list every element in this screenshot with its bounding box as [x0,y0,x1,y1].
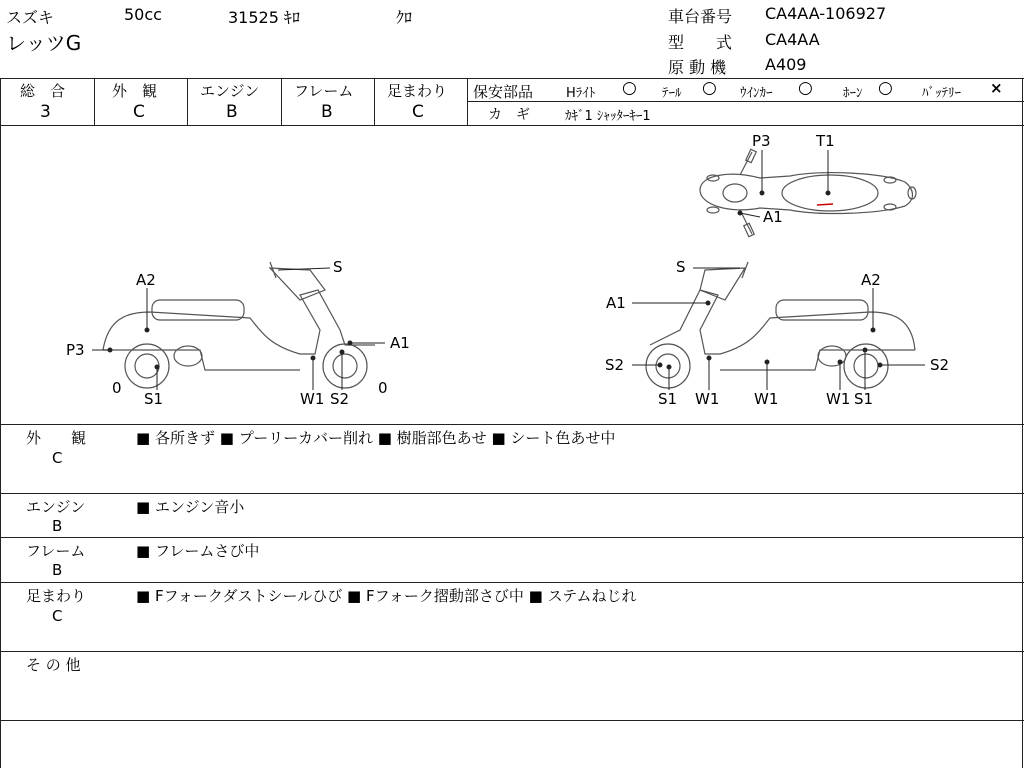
grade-overall-value: 3 [40,102,51,122]
right-s1a-label: S1 [658,390,678,408]
remarks-frame-grade: B [52,561,63,579]
maker: スズキ [6,8,55,27]
left-s2-label: S2 [330,390,350,408]
note: フレームさび中 [154,542,260,560]
frame-no: CA4AA-106927 [765,4,887,23]
note: Fフォークダストシールひび [154,587,343,605]
right-w1a-label: W1 [695,390,720,408]
mileage: 31525 ｷﾛ [228,8,300,27]
left-w1-label: W1 [300,390,325,408]
displacement: 50cc [124,5,162,24]
remarks-other-label: そ の 他 [26,656,81,674]
scratch-mark [817,204,833,205]
key-label: カ ギ [488,107,530,123]
key-value: ｶｷﾞ1 ｼｬｯﾀｰｷｰ1 [565,109,651,124]
remarks-suspension-grade: C [52,607,63,625]
remarks-engine-grade: B [52,517,63,535]
headlight-mark: ○ [622,78,637,98]
left-a1-label: A1 [390,334,410,352]
note: プーリーカバー削れ [238,429,373,447]
right-s1b-label: S1 [854,390,874,408]
remarks-exterior-label: 外 観 [26,429,87,447]
grade-suspension-value: C [412,102,424,122]
grade-suspension-label: 足まわり [387,82,448,100]
left-s-label: S [333,258,343,276]
note: シート色あせ中 [510,429,616,447]
tail-label: ﾃｰﾙ [662,86,682,101]
remarks-engine-label: エンジン [26,498,86,516]
right-w1b-label: W1 [754,390,779,408]
note: エンジン音小 [154,498,245,516]
winker-mark: ○ [798,78,813,98]
right-s2a-label: S2 [605,356,625,374]
left-s1-label: S1 [144,390,164,408]
remarks-engine-notes: ■ エンジン音小 [136,498,245,516]
left-zero-b-label: 0 [378,379,388,397]
frame-no-label: 車台番号 [668,7,733,26]
type-label: 型 式 [668,33,733,52]
top-t1-label: T1 [816,132,835,150]
safety-label: 保安部品 [473,83,534,101]
horn-mark: ○ [878,78,893,98]
grade-frame-value: B [321,102,333,122]
color: ｸﾛ [396,8,413,27]
engine-value: A409 [765,55,807,74]
right-w1c-label: W1 [826,390,851,408]
grade-frame-label: フレーム [294,82,354,100]
right-a2-label: A2 [861,271,881,289]
note: Fフォーク摺動部さび中 [365,587,524,605]
remarks-frame-notes: ■ フレームさび中 [136,542,260,560]
battery-mark: × [990,79,1003,97]
tail-mark: ○ [702,78,717,98]
horn-label: ﾎｰﾝ [843,86,863,101]
left-zero-a-label: 0 [112,379,122,397]
battery-label: ﾊﾞｯﾃﾘｰ [922,86,961,101]
note: 各所きず [154,429,215,447]
grade-engine-label: エンジン [200,82,260,100]
grade-overall-label: 総 合 [20,82,66,100]
note: ステムねじれ [547,587,637,605]
grade-engine-value: B [226,102,238,122]
left-a2-label: A2 [136,271,156,289]
note: 樹脂部色あせ [396,429,487,447]
type-value: CA4AA [765,30,820,49]
grade-exterior-label: 外 観 [112,82,158,100]
model-name: レッツG [6,31,82,55]
remarks-suspension-label: 足まわり [26,587,87,605]
right-s-label: S [676,258,686,276]
remarks-suspension-notes: ■ Fフォークダストシールひび ■ Fフォーク摺動部さび中 ■ ステムねじれ [136,587,637,605]
right-a1-label: A1 [606,294,626,312]
remarks-exterior-notes: ■ 各所きず ■ プーリーカバー削れ ■ 樹脂部色あせ ■ シート色あせ中 [136,429,616,447]
top-a1-label: A1 [763,208,783,226]
remarks-exterior-grade: C [52,449,63,467]
top-p3-label: P3 [752,132,771,150]
top-view-scooter [700,149,916,236]
grade-exterior-value: C [133,102,145,122]
left-p3-label: P3 [66,341,85,359]
headlight-label: Hﾗｲﾄ [566,86,596,101]
right-s2b-label: S2 [930,356,950,374]
engine-label: 原 動 機 [668,58,727,77]
winker-label: ｳｲﾝｶｰ [740,86,773,101]
remarks-frame-label: フレーム [26,542,86,560]
